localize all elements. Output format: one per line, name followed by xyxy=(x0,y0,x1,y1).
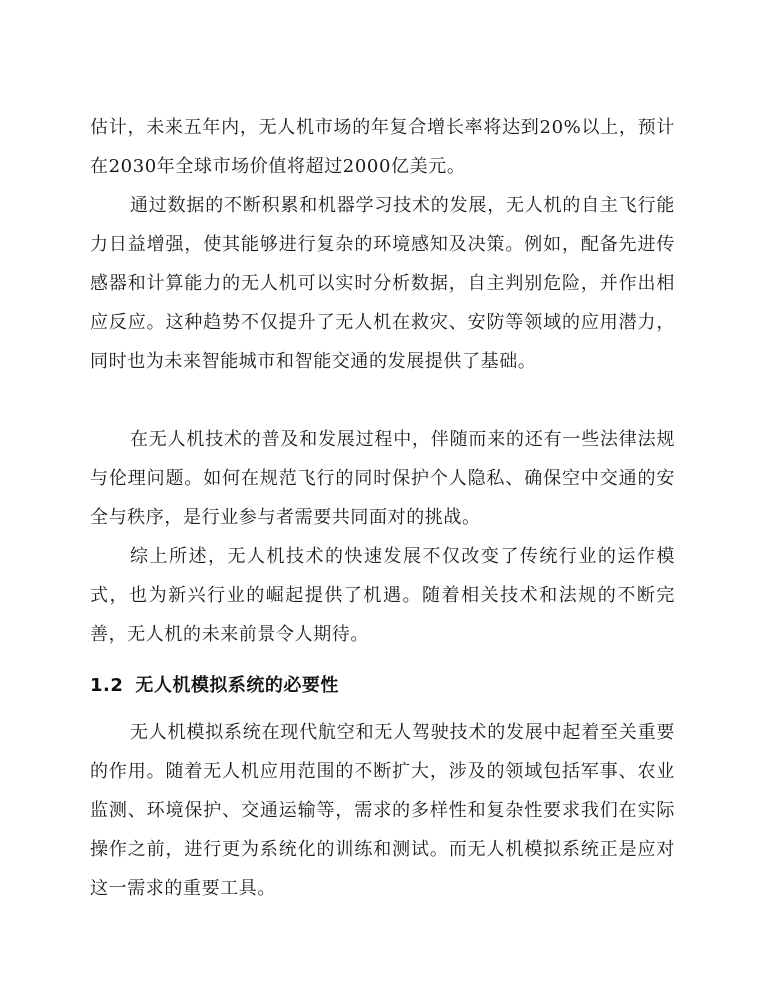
paragraph-market-forecast: 估计，未来五年内，无人机市场的年复合增长率将达到20%以上，预计在2030年全球市场价值将超过2000亿美元。 xyxy=(90,117,675,177)
paragraph-simulation-necessity: 无人机模拟系统在现代航空和无人驾驶技术的发展中起着至关重要的作用。随着无人机应用范围的不断扩大，涉及的领域包括军事、农业监测、环境保护、交通运输等，需求的多样性和复杂性要求我们在实际操作之前，进行更为系统化的训练和测试。而无人机模拟系统正是应对这一需求的重要工具。 xyxy=(90,722,675,899)
section-heading xyxy=(90,671,675,701)
paragraph-autonomy: 通过数据的不断积累和机器学习技术的发展，无人机的自主飞行能力日益增强，使其能够进行复杂的环境感知及决策。例如，配备先进传感器和计算能力的无人机可以实时分析数据，自主判别危险，并作出相应反应。这种趋势不仅提升了无人机在救灾、安防等领域的应用潜力，同时也为未来智能城市和智能交通的发展提供了基础。 xyxy=(90,195,675,372)
section-title: 无人机模拟系统的必要性 xyxy=(135,675,339,696)
paragraph-regulation: 在无人机技术的普及和发展过程中，伴随而来的还有一些法律法规与伦理问题。如何在规范飞行的同时保护个人隐私、确保空中交通的安全与秩序，是行业参与者需要共同面对的挑战。 xyxy=(90,429,675,528)
paragraph-summary: 综上所述，无人机技术的快速发展不仅改变了传统行业的运作模式，也为新兴行业的崛起提供了机遇。随着相关技术和法规的不断完善，无人机的未来前景令人期待。 xyxy=(90,546,675,645)
section-number: 1.2 xyxy=(90,675,124,696)
